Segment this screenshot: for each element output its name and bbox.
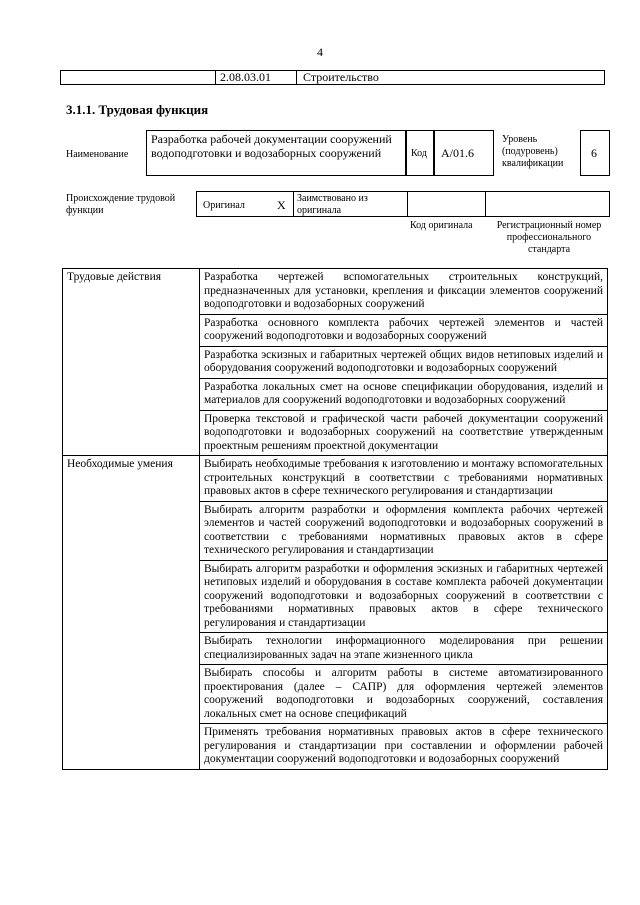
table-cell: Разработка основного комплекта рабочих чертежей элементов и частей сооружений водоподготовки и водозаборных сооружений	[200, 314, 608, 346]
table-cell: Выбирать способы и алгоритм работы в системе автоматизированного проектирования (далее – САПР) для оформления чертежей элементов сооружений водоподготовки и водозаборных сооружений, составления локальных смет на основе спецификаций	[200, 665, 608, 724]
divider	[407, 192, 408, 216]
code-bar	[60, 70, 605, 85]
origin-box	[196, 191, 610, 217]
divider	[485, 192, 486, 216]
origin-label: Происхождение трудовой функции	[66, 193, 176, 216]
page-number: 4	[317, 45, 323, 59]
table-row	[63, 456, 608, 502]
original-mark: X	[277, 198, 286, 212]
table-cell: Разработка локальных смет на основе спецификации оборудования, изделий и материалов для сооружений водоподготовки и водозаборных сооружений	[200, 378, 608, 410]
naming-value: Разработка рабочей документации сооружений водоподготовки и водозаборных сооружений	[146, 130, 406, 176]
table-cell: Выбирать технологии информационного моделирования при решении специализированных задач на этапе жизненного цикла	[200, 633, 608, 665]
level-value: 6	[580, 130, 610, 176]
code-bar-name: Строительство	[303, 70, 379, 84]
table-cell: Выбирать необходимые требования к изготовлению и монтажу вспомогательных строительных конструкций в соответствии с требованиями нормативных правовых актов в сфере технического регулирования и стандартизации	[200, 456, 608, 502]
original-label: Оригинал	[203, 200, 245, 211]
code-value: A/01.6	[434, 130, 494, 176]
code-label: Код	[406, 130, 434, 176]
table-cell: Применять требования нормативных правовых актов в сфере технического регулирования и стандартизации при составлении и оформлении рабочей документации сооружений водоподготовки и водозаборных сооружений	[200, 724, 608, 770]
table-cell: Выбирать алгоритм разработки и оформления эскизных и габаритных чертежей нетиповых изделий и оборудования в составе комплекта рабочей документации сооружений водоподготовки и водозаборных сооружений в соответствии с требованиями нормативных правовых актов в сфере технического регулирования и стандартизации	[200, 560, 608, 633]
naming-label: Наименование	[66, 149, 129, 160]
borrowed-label: Заимствовано из оригинала	[297, 193, 368, 216]
code-bar-code: 2.08.03.01	[215, 70, 297, 85]
reg-number-caption: Регистрационный номер профессионального стандарта	[496, 220, 602, 255]
level-label: Уровень (подуровень) квалификации	[502, 134, 564, 169]
section-title: Трудовые действия	[63, 269, 200, 456]
table-cell: Проверка текстовой и графической части рабочей документации сооружений водоподготовки и водозаборных сооружений на соответствие утвержденным проектным решениям проектной документации	[200, 410, 608, 456]
divider	[293, 192, 294, 216]
table-row	[63, 269, 608, 315]
table-cell: Разработка эскизных и габаритных чертежей общих видов нетиповых изделий и оборудования сооружений водоподготовки и водозаборных сооружений	[200, 346, 608, 378]
function-table	[62, 268, 608, 770]
section-heading: 3.1.1. Трудовая функция	[66, 102, 209, 117]
table-cell: Разработка чертежей вспомогательных строительных конструкций, предназначенных для установки, крепления и фиксации элементов сооружений водоподготовки и водозаборных сооружений	[200, 269, 608, 315]
code-original-caption: Код оригинала	[410, 220, 473, 231]
section-title: Необходимые умения	[63, 456, 200, 770]
table-cell: Выбирать алгоритм разработки и оформления комплекта рабочих чертежей элементов и частей сооружений водоподготовки и водозаборных сооружений в соответствии с требованиями нормативных правовых актов в сфере технического регулирования и стандартизации	[200, 501, 608, 560]
